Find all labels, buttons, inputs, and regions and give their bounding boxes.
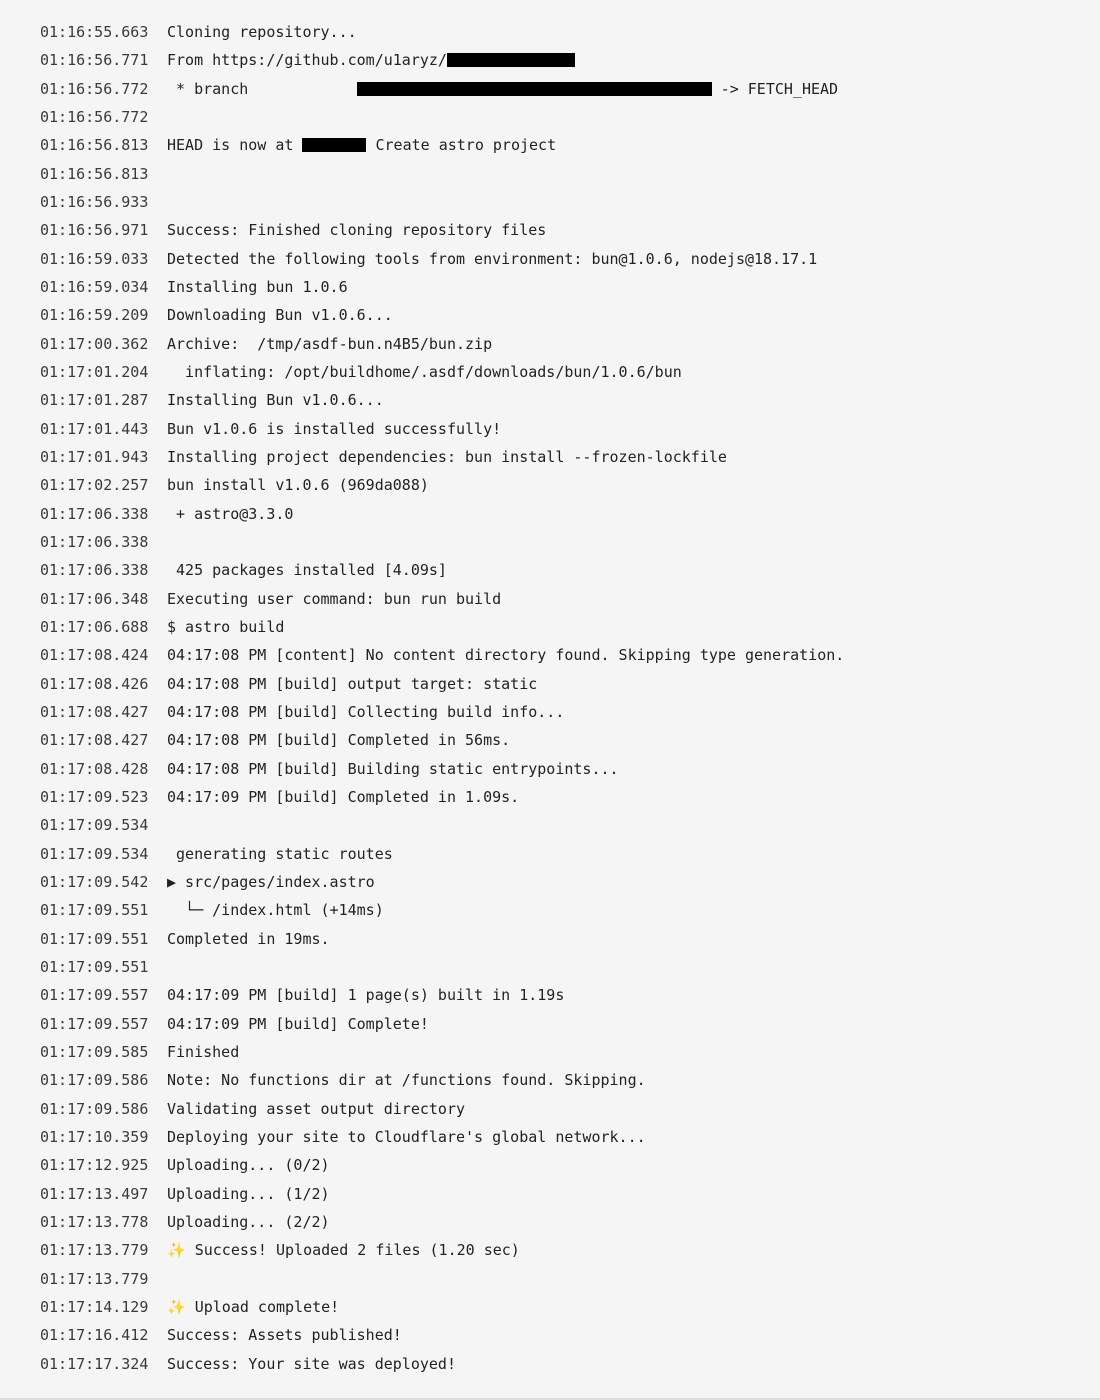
log-message-text: Bun v1.0.6 is installed successfully! (167, 419, 502, 438)
log-message-text: inflating: /opt/buildhome/.asdf/downloads/bun/1.0.6/bun (167, 363, 682, 382)
log-timestamp: 01:17:02.257 (40, 476, 149, 495)
log-message (167, 561, 1100, 579)
log-message-text: 04:17:08 PM [build] Completed in 56ms. (167, 731, 511, 750)
log-line (0, 216, 1100, 244)
log-line (0, 868, 1100, 896)
log-message-text: 04:17:08 PM [build] Building static entrypoints... (167, 759, 619, 778)
log-line (0, 103, 1100, 131)
log-message-text: Uploading... (2/2) (167, 1212, 330, 1231)
log-line (0, 500, 1100, 528)
log-timestamp: 01:17:13.779 (40, 1269, 149, 1288)
log-timestamp: 01:17:09.551 (40, 957, 149, 976)
log-timestamp: 01:17:09.534 (40, 844, 149, 863)
log-timestamp: 01:17:01.287 (40, 391, 149, 410)
log-message (167, 23, 1100, 41)
log-timestamp: 01:16:56.813 (40, 164, 149, 183)
log-message (167, 1015, 1100, 1033)
log-timestamp: 01:17:09.557 (40, 986, 149, 1005)
log-timestamp: 01:17:09.586 (40, 1099, 149, 1118)
log-timestamp: 01:16:56.813 (40, 136, 149, 155)
log-line (0, 358, 1100, 386)
redaction-bar (357, 82, 712, 96)
log-line (0, 840, 1100, 868)
log-message (167, 250, 1100, 268)
log-timestamp: 01:17:09.542 (40, 873, 149, 891)
log-message (167, 845, 1100, 863)
log-line (0, 188, 1100, 216)
log-timestamp: 01:17:12.925 (40, 1156, 149, 1175)
log-timestamp: 01:17:06.338 (40, 504, 149, 523)
log-line (0, 670, 1100, 698)
log-message-text: $ astro build (167, 618, 285, 637)
log-timestamp: 01:17:08.424 (40, 646, 149, 665)
log-message (167, 590, 1100, 608)
log-message (167, 1213, 1100, 1231)
log-message (167, 391, 1100, 409)
log-timestamp: 01:17:09.523 (40, 788, 149, 807)
log-line (0, 925, 1100, 953)
log-line (0, 443, 1100, 471)
log-message-text: Completed in 19ms. (167, 929, 330, 948)
sparkles-icon: ✨ (167, 1241, 186, 1260)
log-line (0, 1066, 1100, 1094)
log-message (167, 1043, 1100, 1061)
log-message-text: Detected the following tools from environment: bun@1.0.6, nodejs@18.17.1 (167, 249, 818, 268)
log-message-text: Success! Uploaded 2 files (1.20 sec) (185, 1241, 520, 1260)
redaction-bar (302, 138, 366, 152)
log-message (167, 646, 1100, 664)
log-message-text: generating static routes (167, 844, 393, 863)
log-message (167, 1241, 1100, 1259)
log-timestamp: 01:16:56.771 (40, 51, 149, 70)
log-line (0, 415, 1100, 443)
log-message-text: From https://github.com/u1aryz/ (167, 51, 447, 70)
log-timestamp: 01:17:09.585 (40, 1042, 149, 1061)
log-message-text: Success: Finished cloning repository files (167, 221, 547, 240)
log-message (167, 136, 1100, 154)
log-line (0, 698, 1100, 726)
log-timestamp: 01:17:13.497 (40, 1184, 149, 1203)
log-message (167, 448, 1100, 466)
log-timestamp: 01:17:01.204 (40, 363, 149, 382)
log-message (167, 760, 1100, 778)
log-line (0, 1236, 1100, 1264)
log-timestamp: 01:17:09.551 (40, 901, 149, 920)
log-message-text: Success: Your site was deployed! (167, 1354, 456, 1373)
log-line (0, 330, 1100, 358)
log-timestamp: 01:16:59.033 (40, 249, 149, 268)
log-timestamp: 01:17:08.426 (40, 674, 149, 693)
log-line (0, 1179, 1100, 1207)
log-timestamp: 01:17:13.778 (40, 1212, 149, 1231)
log-line (0, 471, 1100, 499)
log-line (0, 160, 1100, 188)
log-timestamp: 01:16:56.971 (40, 221, 149, 240)
log-message (167, 1355, 1100, 1373)
log-timestamp: 01:17:13.779 (40, 1241, 149, 1260)
log-timestamp: 01:17:09.534 (40, 816, 149, 835)
log-message-text: Upload complete! (185, 1297, 340, 1316)
log-line (0, 641, 1100, 669)
log-message-text: 04:17:09 PM [build] Completed in 1.09s. (167, 788, 520, 807)
log-message-text: Cloning repository... (167, 23, 357, 42)
log-timestamp: 01:16:55.663 (40, 23, 149, 42)
log-timestamp: 01:17:09.586 (40, 1071, 149, 1090)
log-line (0, 1038, 1100, 1066)
log-line (0, 1321, 1100, 1349)
log-line (0, 613, 1100, 641)
redaction-bar (447, 53, 575, 67)
log-timestamp: 01:17:06.338 (40, 561, 149, 580)
log-line (0, 1123, 1100, 1151)
log-message (167, 306, 1100, 324)
log-timestamp: 01:17:17.324 (40, 1354, 149, 1373)
log-timestamp: 01:17:08.427 (40, 731, 149, 750)
log-message-text: * branch (167, 79, 357, 98)
log-message-text: 04:17:08 PM [build] Collecting build info... (167, 703, 565, 722)
log-message-text: 04:17:09 PM [build] 1 page(s) built in 1.19s (167, 986, 565, 1005)
log-message (167, 873, 1100, 891)
log-message-text: bun install v1.0.6 (969da088) (167, 476, 429, 495)
log-message-text: Archive: /tmp/asdf-bun.n4B5/bun.zip (167, 334, 493, 353)
log-message-text: Validating asset output directory (167, 1099, 466, 1118)
log-timestamp: 01:17:06.688 (40, 618, 149, 637)
log-message (167, 1100, 1100, 1118)
log-message (167, 420, 1100, 438)
log-timestamp: 01:17:10.359 (40, 1127, 149, 1146)
log-line (0, 273, 1100, 301)
log-message-text: Uploading... (0/2) (167, 1156, 330, 1175)
log-line (0, 953, 1100, 981)
log-message-text: Deploying your site to Cloudflare's global network... (167, 1127, 646, 1146)
log-line (0, 131, 1100, 159)
log-line (0, 1151, 1100, 1179)
log-message-text: ▶ src/pages/index.astro (167, 873, 375, 891)
log-message (167, 986, 1100, 1004)
log-timestamp: 01:17:06.348 (40, 589, 149, 608)
log-line (0, 1094, 1100, 1122)
log-line (0, 556, 1100, 584)
log-timestamp: 01:17:09.551 (40, 929, 149, 948)
log-message (167, 930, 1100, 948)
log-timestamp: 01:17:16.412 (40, 1326, 149, 1345)
log-timestamp: 01:17:08.427 (40, 703, 149, 722)
log-message (167, 363, 1100, 381)
log-message-text: Uploading... (1/2) (167, 1184, 330, 1203)
log-message-text: Installing project dependencies: bun install --frozen-lockfile (167, 448, 727, 467)
log-timestamp: 01:17:01.943 (40, 448, 149, 467)
log-line (0, 1264, 1100, 1292)
log-message (167, 335, 1100, 353)
log-message (167, 51, 1100, 69)
log-line (0, 981, 1100, 1009)
log-line (0, 1208, 1100, 1236)
log-line (0, 896, 1100, 924)
log-message-text: Installing Bun v1.0.6... (167, 391, 384, 410)
log-message-text: 04:17:08 PM [build] output target: static (167, 674, 538, 693)
log-line (0, 726, 1100, 754)
log-timestamp: 01:16:59.209 (40, 306, 149, 325)
log-timestamp: 01:17:08.428 (40, 759, 149, 778)
log-timestamp: 01:16:56.933 (40, 193, 149, 212)
log-line (0, 245, 1100, 273)
log-line (0, 46, 1100, 74)
log-message-text: Installing bun 1.0.6 (167, 278, 348, 297)
sparkles-icon: ✨ (167, 1297, 186, 1316)
log-line (0, 1349, 1100, 1377)
log-message (167, 476, 1100, 494)
log-message (167, 221, 1100, 239)
log-timestamp: 01:17:00.362 (40, 334, 149, 353)
log-message-text: + astro@3.3.0 (167, 504, 294, 523)
log-message (167, 1185, 1100, 1203)
log-message-text: Downloading Bun v1.0.6... (167, 306, 393, 325)
log-line (0, 755, 1100, 783)
build-log (0, 18, 1100, 1378)
log-message-text: └─ /index.html (+14ms) (167, 901, 384, 920)
log-timestamp: 01:17:06.338 (40, 533, 149, 552)
log-timestamp: 01:17:09.557 (40, 1014, 149, 1033)
log-line (0, 1293, 1100, 1321)
log-line (0, 811, 1100, 839)
log-message (167, 278, 1100, 296)
log-message (167, 1128, 1100, 1146)
log-line (0, 528, 1100, 556)
log-message (167, 703, 1100, 721)
log-line (0, 585, 1100, 613)
log-timestamp: 01:17:01.443 (40, 419, 149, 438)
log-message (167, 731, 1100, 749)
log-message-text: 425 packages installed [4.09s] (167, 561, 447, 580)
log-message-text: Note: No functions dir at /functions found. Skipping. (167, 1071, 646, 1090)
log-message-text: Create astro project (366, 136, 557, 155)
log-timestamp: 01:16:59.034 (40, 278, 149, 297)
log-message (167, 1326, 1100, 1344)
log-message (167, 675, 1100, 693)
log-message-text: Success: Assets published! (167, 1326, 402, 1345)
log-message (167, 901, 1100, 919)
log-line (0, 386, 1100, 414)
log-message-text: -> FETCH_HEAD (711, 79, 839, 98)
log-message (167, 618, 1100, 636)
log-line (0, 1009, 1100, 1037)
log-message (167, 505, 1100, 523)
log-message (167, 788, 1100, 806)
log-message (167, 80, 1100, 98)
log-timestamp: 01:16:56.772 (40, 108, 149, 127)
log-line (0, 783, 1100, 811)
log-timestamp: 01:17:14.129 (40, 1297, 149, 1316)
log-message (167, 1156, 1100, 1174)
log-message-text: Executing user command: bun run build (167, 589, 502, 608)
log-message-text: HEAD is now at (167, 136, 303, 155)
log-message (167, 1071, 1100, 1089)
log-message (167, 1298, 1100, 1316)
log-message-text: Finished (167, 1042, 240, 1061)
log-line (0, 301, 1100, 329)
log-line (0, 75, 1100, 103)
log-line (0, 18, 1100, 46)
log-message-text: 04:17:09 PM [build] Complete! (167, 1014, 429, 1033)
log-message-text: 04:17:08 PM [content] No content directory found. Skipping type generation. (167, 646, 845, 665)
log-timestamp: 01:16:56.772 (40, 79, 149, 98)
